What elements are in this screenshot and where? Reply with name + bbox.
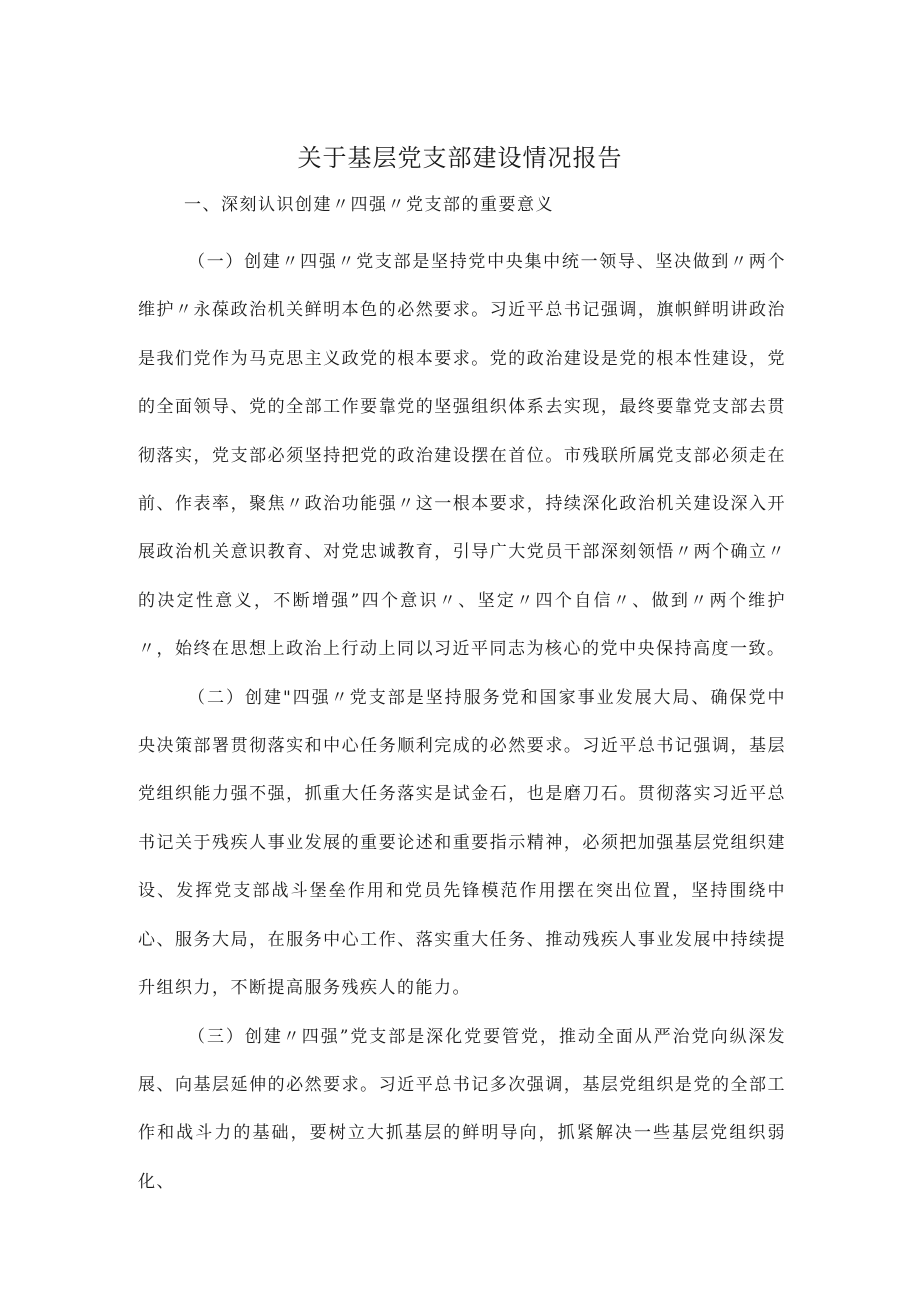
paragraph-2: （二）创建"四强〃党支部是坚持服务党和国家事业发展大局、确保党中央决策部署贯彻落实和中心任务顺利完成的必然要求。习近平总书记强调，基层党组织能力强不强，抓重大任务落实是试金石，也是磨刀石。贯彻落实习近平总书记关于残疾人事业发展的重要论述和重要指示精神，必须把加强基层党组织建设、发挥党支部战斗堡垒作用和党员先锋模范作用摆在突出位置，坚持围绕中心、服务大局，在服务中心工作、落实重大任务、推动残疾人事业发展中持续提升组织力，不断提高服务残疾人的能力。 [138, 687, 786, 999]
paragraph-3: （三）创建〃四强”党支部是深化党要管党，推动全面从严治党向纵深发展、向基层延伸的必然要求。习近平总书记多次强调，基层党组织是党的全部工作和战斗力的基础，要树立大抓基层的鲜明导向，抓紧解决一些基层党组织弱化、 [138, 1026, 786, 1192]
section-heading: 一、深刻认识创建〃四强〃党支部的重要意义 [184, 195, 554, 215]
paragraph-1: （一）创建〃四强〃党支部是坚持党中央集中统一领导、坚决做到〃两个维护〃永葆政治机关鲜明本色的必然要求。习近平总书记强调，旗帜鲜明讲政治是我们党作为马克思主义政党的根本要求。党的政治建设是党的根本性建设，党的全面领导、党的全部工作要靠党的坚强组织体系去实现，最终要靠党支部去贯彻落实，党支部必须坚持把党的政治建设摆在首位。市残联所属党支部必须走在前、作表率，聚焦〃政治功能强〃这一根本要求，持续深化政治机关建设深入开展政治机关意识教育、对党忠诚教育，引导广大党员干部深刻领悟〃两个确立〃的决定性意义，不断增强”四个意识〃、坚定〃四个自信〃、做到〃两个维护〃，始终在思想上政治上行动上同以习近平同志为核心的党中央保持高度一致。 [138, 252, 786, 660]
document-title: 关于基层党支部建设情况报告 [297, 144, 623, 172]
document-body [138, 238, 786, 1206]
